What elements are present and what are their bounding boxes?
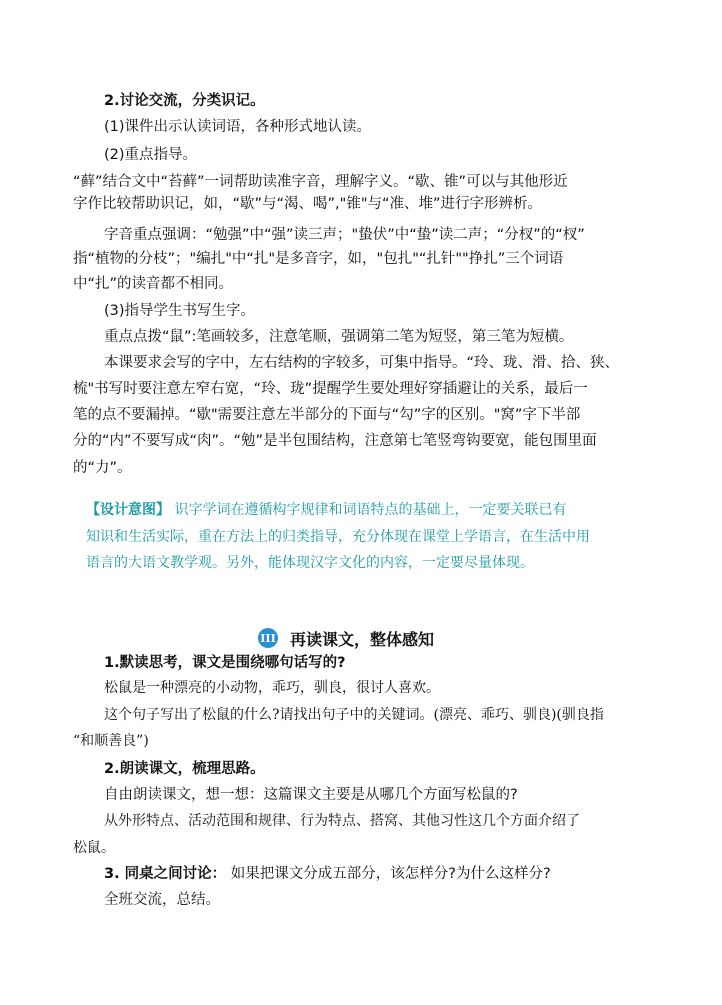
paragraph-line: “藓”结合文中“苔藓”一词帮助读准字音，理解字义。“歇、锥”可以与其他形近 <box>73 174 568 190</box>
step-2-heading: 2.朗读课文，梳理思路。 <box>104 761 265 777</box>
paragraph-line: 从外形特点、活动范围和规律、行为特点、搭窝、其他习性这几个方面介绍了 <box>104 813 580 829</box>
paragraph-line: 分的“内”不要写成“肉”。“勉”是半包围结构，注意第七笔竖弯钩要宽，能包围里面 <box>73 433 597 449</box>
step-1-heading: 1.默读思考，课文是围绕哪句话写的? <box>104 655 346 671</box>
paragraph-line: (3)指导学生书写生字。 <box>104 303 256 319</box>
paragraph-line: 本课要求会写的字中，左右结构的字较多，可集中指导。“玲、珑、滑、拾、狭、 <box>104 355 620 371</box>
step-3-text: 如果把课文分成五部分，该怎样分?为什么这样分? <box>230 866 551 882</box>
paragraph-line: 松鼠。 <box>73 840 115 856</box>
paragraph-line: 梳"书写时要注意左窄右宽，“玲、珑”提醒学生要处理好穿插避让的关系，最后一 <box>73 381 588 397</box>
paragraph-line: 笔的点不要漏掉。“歇"需要注意左半部分的下面与“勾”字的区别。"窝”字下半部 <box>73 407 581 423</box>
paragraph-line: 松鼠是一种漂亮的小动物，乖巧，驯良，很讨人喜欢。 <box>104 680 440 696</box>
section-numeral-badge: III <box>258 628 278 648</box>
paragraph-line: 字音重点强调：“勉强”中“强”读三声；"蛰伏”中“蛰”读二声；“分杈”的“杈” <box>104 227 585 243</box>
paragraph-line: “和顺善良”) <box>73 733 149 749</box>
paragraph-line: 字作比较帮助识记，如，“歇”与“渴、喝”,"锥"与“准、堆”进行字形辨析。 <box>73 196 543 212</box>
paragraph-line: 中“扎”的读音都不相同。 <box>73 276 234 292</box>
paragraph-line: 指“植物的分枝”；"编扎"中“扎"是多音字，如，"包扎"“扎针""挣扎”三个词语 <box>73 251 564 267</box>
paragraph-line: 全班交流，总结。 <box>104 892 220 908</box>
design-intent-line: 语言的大语文教学观。另外，能体现汉字文化的内容，一定要尽量体现。 <box>86 555 534 571</box>
paragraph-line: 的“力”。 <box>73 460 132 476</box>
design-intent-line <box>86 500 566 520</box>
step-3-heading: 3. 同桌之间讨论： <box>104 866 227 882</box>
section-title: 再读课文，整体感知 <box>290 629 435 649</box>
step-2-heading: 2.讨论交流，分类识记。 <box>104 93 265 109</box>
paragraph-line: (2)重点指导。 <box>104 147 198 163</box>
design-intent-text: 识字学词在遵循构字规律和词语特点的基础上，一定要关联已有 <box>174 502 567 518</box>
paragraph-line: 自由朗读课文，想一想：这篇课文主要是从哪几个方面写松鼠的? <box>104 787 518 803</box>
paragraph-line: 重点点拨“鼠”:笔画较多，注意笔顺，强调第二笔为短竖，第三笔为短横。 <box>104 329 574 345</box>
design-intent-line: 知识和生活实际，重在方法上的归类指导，充分体现在课堂上学语言，在生活中用 <box>86 529 590 545</box>
step-3-line <box>104 864 551 884</box>
paragraph-line: (1)课件出示认读词语，各种形式地认读。 <box>104 119 372 135</box>
design-intent-label: 【设计意图】 <box>86 502 170 518</box>
section-heading <box>258 626 434 650</box>
paragraph-line: 这个句子写出了松鼠的什么?请找出句子中的关键词。(漂亮、乖巧、驯良)(驯良指 <box>104 707 604 723</box>
